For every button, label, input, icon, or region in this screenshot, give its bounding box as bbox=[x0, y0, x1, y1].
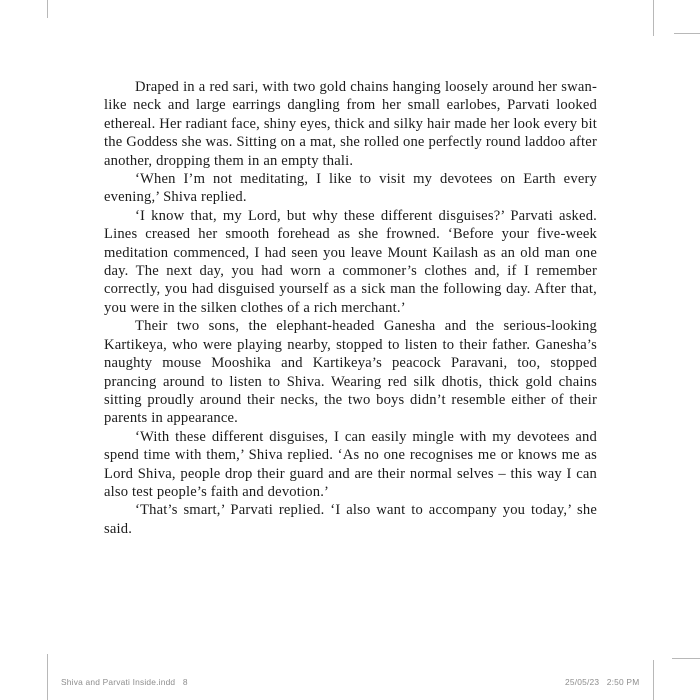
print-slug-footer bbox=[0, 676, 700, 694]
crop-mark-top-left bbox=[47, 0, 48, 18]
crop-mark-bottom-right-horizontal bbox=[672, 658, 700, 659]
body-paragraph: ‘When I’m not meditating, I like to visit my devotees on Earth every evening,’ Shiva replied. bbox=[104, 171, 597, 206]
footer-timestamp: 25/05/23 2:50 PM bbox=[565, 677, 640, 687]
body-paragraph: ‘That’s smart,’ Parvati replied. ‘I also want to accompany you today,’ she said. bbox=[104, 502, 597, 537]
crop-mark-top-right-vertical bbox=[653, 0, 654, 36]
body-text bbox=[104, 78, 597, 538]
body-paragraph: Their two sons, the elephant‐headed Ganesha and the serious‐looking Kartikeya, who were playing nearby, stopped to listen to their father. Ganesha’s naughty mouse Mooshika and Kartikeya’s peacock Paravani, too, stopped prancing around to listen to Shiva. Wearing red silk dhotis, thick gold chains sitting proudly around their necks, the two boys didn’t resemble either of their parents in appearance. bbox=[104, 318, 597, 427]
body-paragraph: Draped in a red sari, with two gold chains hanging loosely around her swan‐like neck and large earrings dangling from her small earlobes, Parvati looked ethereal. Her radiant face, shiny eyes, thick and silky hair made her look every bit the Goddess she was. Sitting on a mat, she rolled one perfectly round laddoo after another, dropping them in an empty thali. bbox=[104, 79, 597, 169]
crop-mark-top-right-horizontal bbox=[674, 33, 700, 34]
footer-file-label: Shiva and Parvati Inside.indd 8 bbox=[61, 677, 188, 687]
body-paragraph: ‘With these different disguises, I can easily mingle with my devotees and spend time with them,’ Shiva replied. ‘As no one recognises me or knows me as Lord Shiva, people drop their guard and are their normal selves – this way I can also test people’s faith and devotion.’ bbox=[104, 428, 597, 500]
body-paragraph: ‘I know that, my Lord, but why these different disguises?’ Parvati asked. Lines creased her smooth forehead as she frowned. ‘Before your five‐week meditation commenced, I had seen you leave Mount Kailash as an old man one day. The next day, you had worn a commoner’s clothes and, if I remember correctly, you had disguised yourself as a sick man the following day. After that, you were in the silken clothes of a rich merchant.’ bbox=[104, 207, 597, 316]
